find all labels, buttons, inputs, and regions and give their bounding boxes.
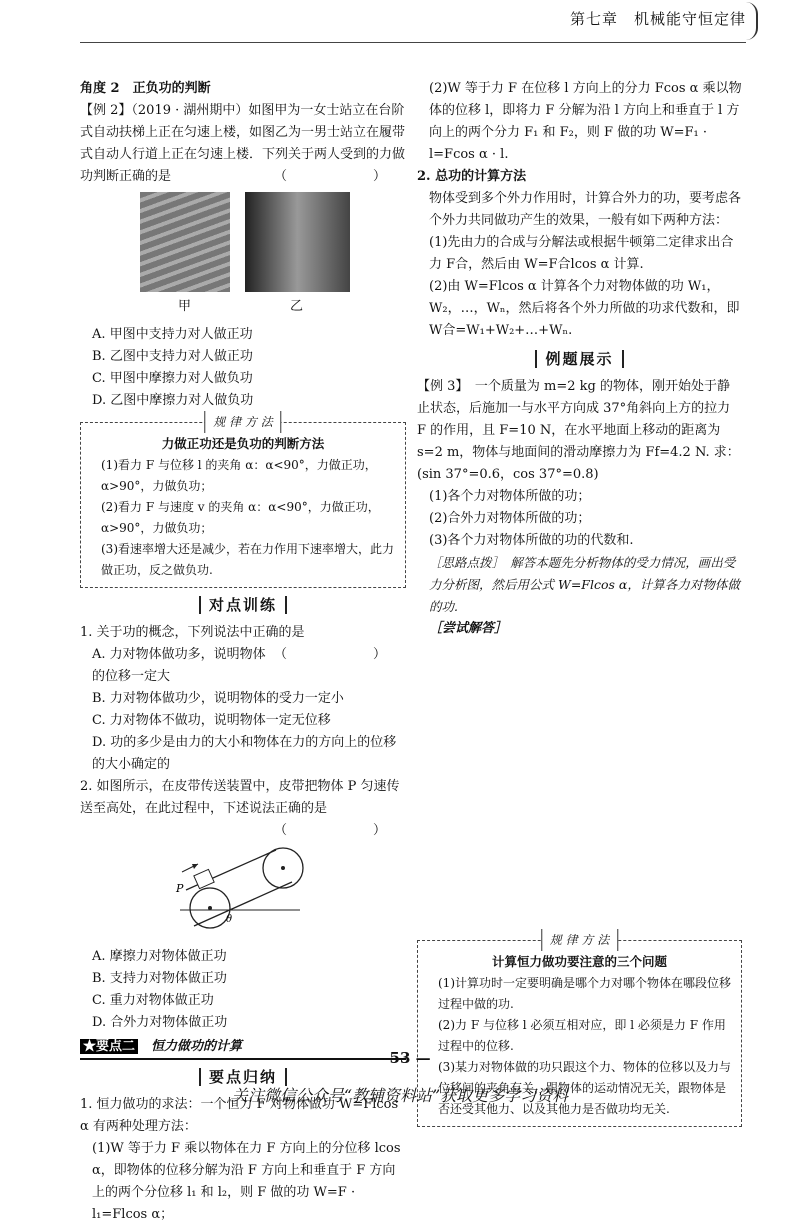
example-title: 例题展示 [417,348,742,370]
option: C. 甲图中摩擦力对人做负功 [92,371,253,386]
rule-line: (2)看力 F 与速度 v 的夹角 α：α<90°，力做正功，α>90°，力做负功； [101,500,380,535]
rule-line: (1)看力 F 与位移 l 的夹角 α：α<90°，力做正功，α>90°，力做负功； [101,458,377,493]
option: A. 甲图中支持力对人做正功 [92,327,253,342]
example-2-text: 【例 2】（2019 · 湖州期中）如图甲为一女士站立在台阶式自动扶梯上正在匀速上楼，如图乙为一男士站立在履带式自动人行道上正在匀速上楼．下列关于两人受到的力做功判断正确的是 （ ） [80,103,406,184]
total-work-heading: 2. 总功的计算方法 [417,169,527,184]
example-3-item: (3)各个力对物体所做的功的代数和. [429,533,634,548]
example-3-text: 【例 3】 一个质量为 m=2 kg 的物体，刚开始处于静止状态，后施加一与水平方向成 37°角斜向上方的拉力 F 的作用，且 F=10 N，在水平地面上移动的距离为 s=2 m，物体与地面间的滑动摩擦力为 Ff=4.2 N. 求：(sin 37°=0.6，cos 37°=0.8) [417,379,740,482]
total-work-intro: 物体受到多个外力作用时，计算合外力的功，要考虑各个外力共同做功产生的效果，一般有如下两种方法： [429,191,742,228]
conveyor-figure [80,842,406,938]
photo-label-a: 甲 [178,299,192,314]
method-1b: (2)W 等于力 F 在位移 l 方向上的分力 Fcos α 乘以物体的位移 l，即将力 F 分解为沿 l 方向上和垂直于 l 方向上的两个分力 F₁ 和 F₂，则 F 做的功 W=F₁ · l=Fcos α · l. [429,81,742,162]
chapter-header: 第七章 机械能守恒定律 [569,10,746,28]
method-1: 1. 恒力做功的求法：一个恒力 F 对物体做功 W=Flcos α 有两种处理方法： [80,1097,399,1134]
rule-box [80,415,406,588]
option: A. 力对物体做功多，说明物体的位移一定大 [92,647,266,684]
try-answer: ［尝试解答］ [429,621,508,636]
photo-walkway [245,192,350,292]
option: B. 力对物体做功少，说明物体的受力一定小 [92,691,344,706]
practice-title: 对点训练 [80,594,406,616]
option: B. 乙图中支持力对人做正功 [92,349,253,364]
key-point-heading: ★要点二 恒力做功的计算 [80,1036,406,1060]
header-rule [80,42,746,43]
option: D. 功的多少是由力的大小和物体在力的方向上的位移的大小确定的 [92,735,397,772]
question-2: 2. 如图所示，在皮带传送装置中，皮带把物体 P 匀速传送至高处，在此过程中，下述说法正确的是 （ ） [80,779,406,838]
method-1a: (1)W 等于力 F 乘以物体在力 F 方向上的分位移 lcos α，即物体的位移分解为沿 F 方向上和垂直于 F 方向上的两个分位移 l₁ 和 l₂，则 F 做的功 W=F · l₁=Flcos α； [92,1141,401,1222]
rule-line: (3)某力对物体做的功只跟这个力、物体的位移以及力与位移间的夹角有关，跟物体的运动情况无关，跟物体是否还受其他力、以及其他力是否做功均无关. [438,1060,732,1116]
rule-line: (3)看速率增大还是减少，若在力作用下速率增大，此力做正功，反之做负功. [101,542,395,577]
rule-title-2: 计算恒力做功要注意的三个问题 [491,954,667,969]
total-work-1: (1)先由力的合成与分解法或根据牛顿第二定律求出合力 F合，然后由 W=F合lcos α 计算. [429,235,734,272]
example-3-item: (1)各个力对物体所做的功； [429,489,591,504]
option: C. 重力对物体做正功 [92,993,214,1008]
option: B. 支持力对物体做正功 [92,971,227,986]
photo-label-b: 乙 [290,299,304,314]
header-ornament [746,2,758,40]
option: D. 合外力对物体做正功 [92,1015,228,1030]
label-theta: θ [226,914,233,925]
photo-escalator [140,192,230,292]
total-work-2: (2)由 W=Flcos α 计算各个力对物体做的功 W₁，W₂，…，Wₙ，然后将各个外力所做的功求代数和，即 W合=W₁+W₂+…+Wₙ. [429,279,740,338]
label-p: P [176,882,184,895]
rule-tag: 规 律 方 法 [204,411,281,433]
option: C. 力对物体不做功，说明物体一定无位移 [92,713,331,728]
right-column [417,78,742,1131]
example-2-photos [80,192,406,320]
rule-title: 力做正功还是负功的判断方法 [161,436,325,451]
footer-note: 关注微信公众号“教辅资料站”获取更多学习资料 [231,1086,569,1105]
rule-line: (1)计算功时一定要明确是哪个力对哪个物体在哪段位移过程中做的功. [438,976,732,1011]
summary-title: 要点归纳 [80,1066,406,1088]
option: A. 摩擦力对物体做正功 [92,949,227,964]
rule-tag-2: 规 律 方 法 [541,929,618,951]
example-3-item: (2)合外力对物体所做的功； [429,511,591,526]
rule-line: (2)力 F 与位移 l 必须互相对应，即 l 必须是力 F 作用过程中的位移. [438,1018,726,1053]
hint: ［思路点拨］ 解答本题先分析物体的受力情况，画出受力分析图，然后用公式 W=Flcos α，计算各力对物体做的功. [429,555,740,614]
option: D. 乙图中摩擦力对人做负功 [92,393,254,408]
question-1: 1. 关于功的概念，下列说法中正确的是 （ ） [80,625,406,662]
page-number: — 53 — [369,1049,431,1067]
angle-title: 角度 2 正负功的判断 [80,81,211,96]
